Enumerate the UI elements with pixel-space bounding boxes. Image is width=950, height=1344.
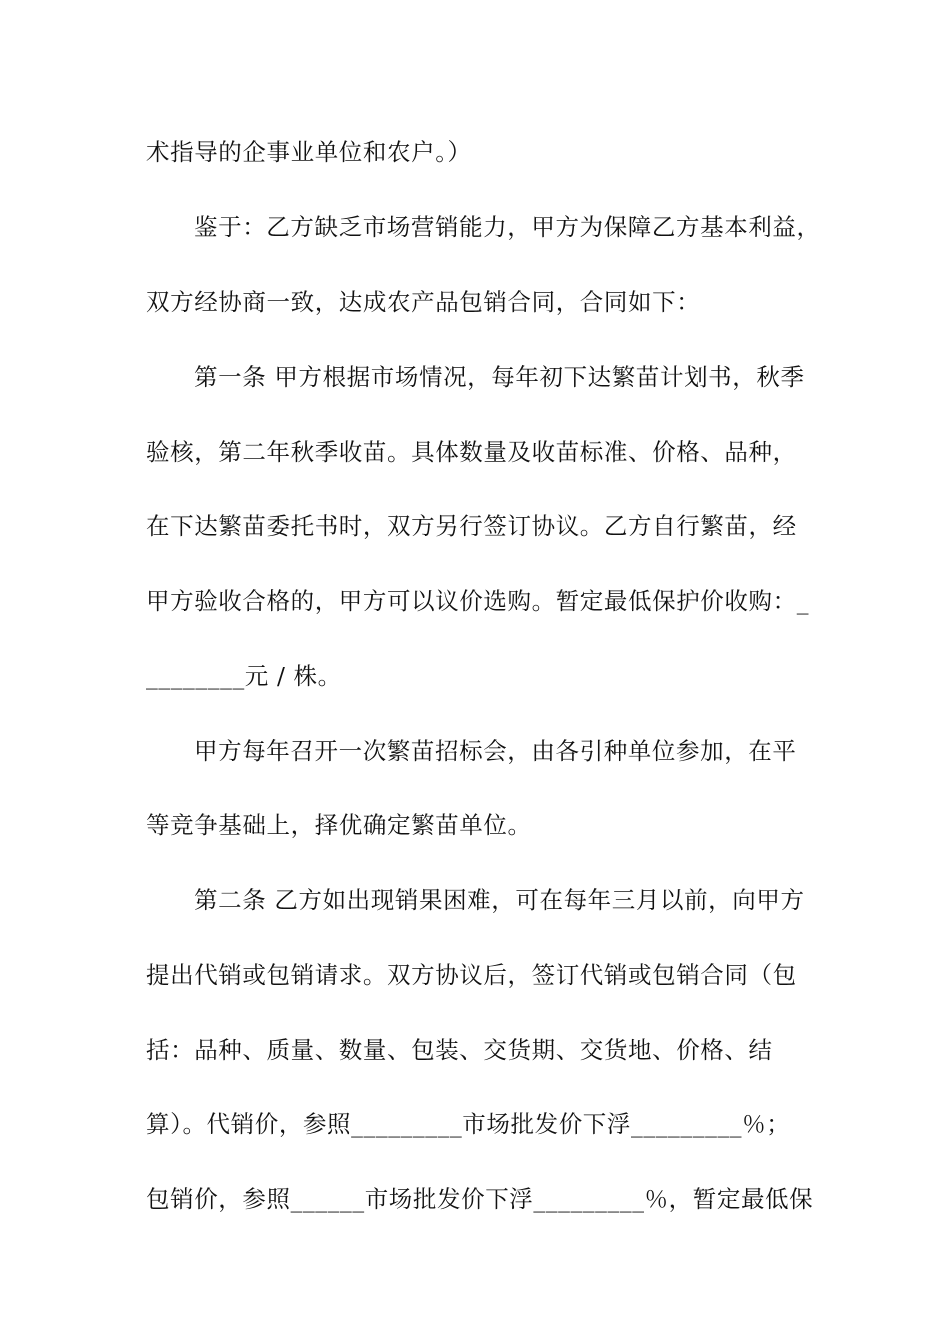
text-line-5: 验核，第二年秋季收苗。具体数量及收苗标准、价格、品种， [146, 438, 797, 466]
text-line-3: 双方经协商一致，达成农产品包销合同，合同如下： [146, 288, 701, 316]
text-line-9: 甲方每年召开一次繁苗招标会，由各引种单位参加，在平 [194, 737, 797, 765]
text-line-12: 提出代销或包销请求。双方协议后，签订代销或包销合同（包 [146, 961, 797, 989]
text-line-11: 第二条 乙方如出现销果困难，可在每年三月以前，向甲方 [194, 886, 805, 914]
text-line-15: 包销价，参照______市场批发价下浮_________％，暂定最低保 [146, 1185, 814, 1213]
text-line-6: 在下达繁苗委托书时，双方另行签订协议。乙方自行繁苗，经 [146, 512, 797, 540]
text-line-7: 甲方验收合格的，甲方可以议价选购。暂定最低保护价收购：_ [146, 587, 810, 615]
text-line-10: 等竞争基础上，择优确定繁苗单位。 [146, 811, 532, 839]
text-line-1: 术指导的企事业单位和农户。） [146, 138, 472, 166]
text-line-4: 第一条 甲方根据市场情况，每年初下达繁苗计划书，秋季 [194, 363, 805, 391]
text-line-14: 算）。代销价，参照_________市场批发价下浮_________％； [146, 1110, 791, 1138]
text-line-2: 鉴于：乙方缺乏市场营销能力，甲方为保障乙方基本利益， [194, 213, 821, 241]
text-line-13: 括：品种、质量、数量、包装、交货期、交货地、价格、结 [146, 1036, 773, 1064]
text-line-8: ________元 / 株。 [146, 662, 342, 690]
